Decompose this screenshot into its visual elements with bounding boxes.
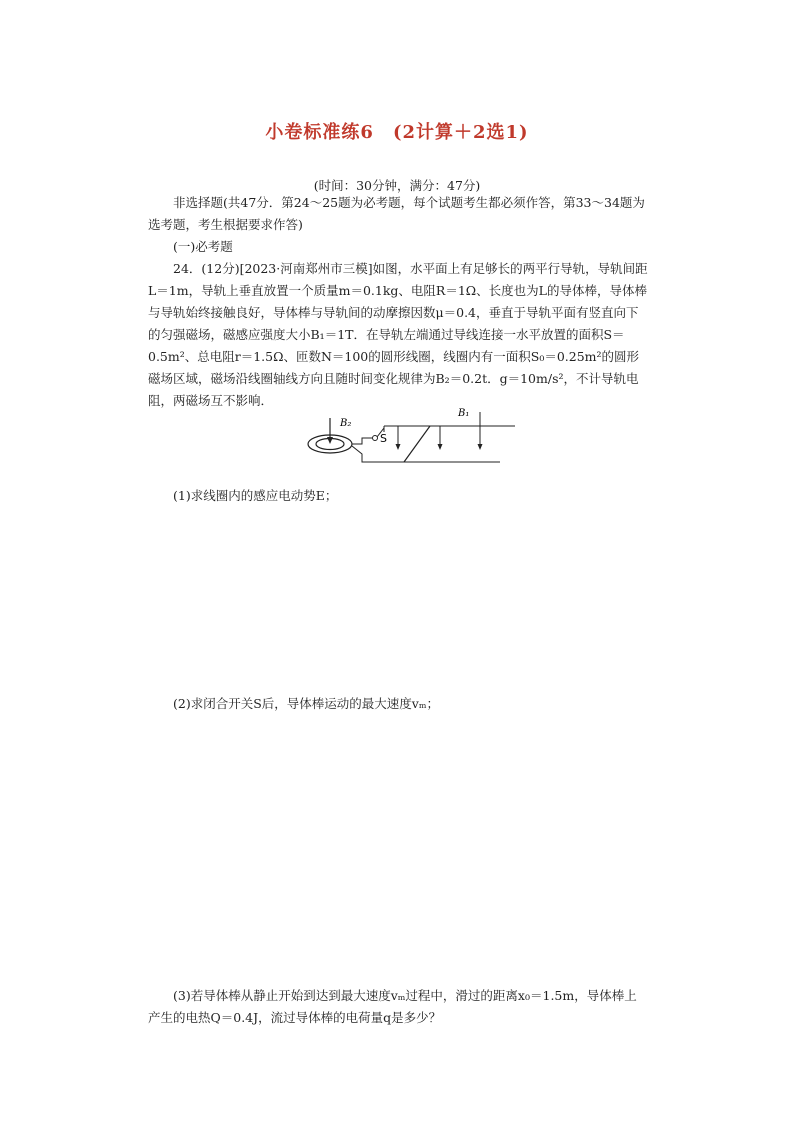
wire-top	[352, 438, 372, 444]
question-24-part-3: (3)若导体棒从静止开始到达到最大速度vₘ过程中，滑过的距离x₀＝1.5m，导体棒上产生的电热Q＝0.4J，流过导体棒的电荷量q是多少？	[148, 988, 637, 1025]
page-title: 小卷标准练6 (2计算＋2选1)	[265, 122, 529, 143]
b2-arrowhead	[327, 437, 333, 444]
b1-arrowhead-2	[438, 444, 443, 450]
conductor-rod	[404, 426, 430, 462]
b2-label: B₂	[340, 418, 352, 429]
time-score-info: (时间：30分钟，满分：47分)	[313, 178, 481, 193]
switch-label: S	[380, 432, 387, 445]
question-24-part-2: (2)求闭合开关S后，导体棒运动的最大速度vₘ；	[148, 696, 439, 711]
b1-label: B₁	[458, 408, 470, 419]
circuit-diagram	[300, 404, 520, 478]
wire-bottom	[352, 446, 372, 462]
section-heading: (一)必考题	[148, 239, 233, 254]
question-24-part-1: (1)求线圈内的感应电动势E；	[148, 488, 338, 503]
switch-icon	[373, 436, 378, 441]
instructions-paragraph: 非选择题(共47分．第24～25题为必考题，每个试题考生都必须作答，第33～34题为选考题，考生根据要求作答)	[148, 195, 645, 232]
b1-arrowhead-1	[396, 444, 401, 450]
question-24-stem: 24．(12分)[2023·河南郑州市三模]如图，水平面上有足够长的两平行导轨，导轨间距L＝1m，导轨上垂直放置一个质量m＝0.1kg、电阻R＝1Ω、长度也为L的导体棒，导体棒与导轨始终接触良好，导体棒与导轨间的动摩擦因数μ＝0.4，垂直于导轨平面有竖直向下的匀强磁场，磁感应强度大小B₁＝1T．在导轨左端通过导线连接一水平放置的面积S＝0.5m²、总电阻r＝1.5Ω、匝数N＝100的圆形线圈，线圈内有一面积S₀＝0.25m²的圆形磁场区域，磁场沿线圈轴线方向且随时间变化规律为B₂＝0.2t．g＝10m/s²，不计导轨电阻，两磁场互不影响．	[148, 261, 648, 408]
b1-arrowhead-3	[478, 444, 483, 450]
